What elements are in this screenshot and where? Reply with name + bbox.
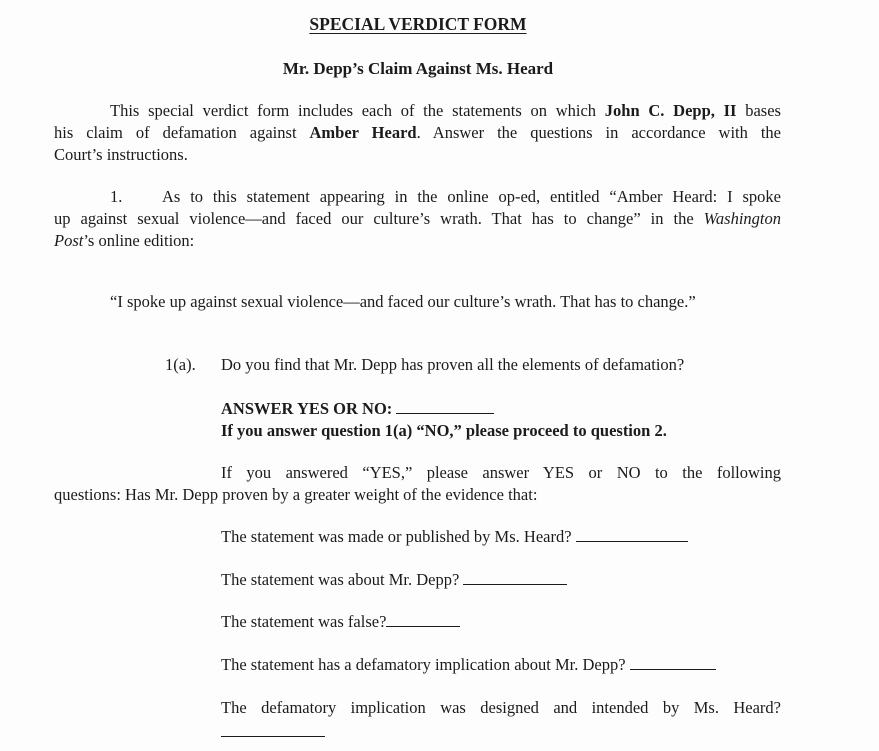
element-made-published: The statement was made or published by Ms. Heard? [221, 527, 688, 547]
publication-name: Washington [703, 209, 781, 228]
item1-line-2: up against sexual violence—and faced our culture’s wrath. That has to change” in the Washington [54, 209, 781, 228]
quoted-statement: “I spoke up against sexual violence—and faced our culture’s wrath. That has to change.” [110, 292, 696, 311]
element-5-blank[interactable] [221, 722, 325, 737]
answer-yes-no-row [221, 399, 494, 419]
form-subtitle: Mr. Depp’s Claim Against Ms. Heard [282, 59, 554, 78]
item1-line-3: Post’s online edition: [54, 231, 195, 250]
element-5-blank-row [221, 722, 325, 742]
element-designed-intended: The defamatory implication was designed and intended by Ms. Heard? [221, 698, 781, 717]
followup-line-1: If you answered “YES,” please answer YES or NO to the following [221, 463, 781, 482]
element-defamatory-implication: The statement has a defamatory implication about Mr. Depp? [221, 655, 716, 675]
intro-line-3: Court’s instructions. [54, 145, 188, 164]
item1-line-1: 1. As to this statement appearing in the online op-ed, entitled “Amber Heard: I spoke [110, 187, 781, 206]
answer-label: ANSWER YES OR NO: [221, 399, 393, 418]
intro-line-1: This special verdict form includes each of the statements on which John C. Depp, II bases [110, 101, 781, 120]
intro-line-2: his claim of defamation against Amber Heard. Answer the questions in accordance with the [54, 123, 781, 142]
element-1-blank[interactable] [576, 527, 688, 542]
q1a-question: Do you find that Mr. Depp has proven all the elements of defamation? [221, 355, 685, 374]
q1a-label: 1(a). [165, 355, 196, 374]
item1-number: 1. [110, 187, 123, 206]
element-false: The statement was false? [221, 612, 460, 632]
answer-blank[interactable] [396, 399, 494, 414]
q1a-instruction: If you answer question 1(a) “NO,” please proceed to question 2. [221, 421, 667, 440]
element-2-blank[interactable] [463, 570, 567, 585]
defendant-name: Amber Heard [309, 123, 417, 142]
element-3-blank[interactable] [386, 612, 460, 627]
plaintiff-name: John C. Depp, II [604, 101, 737, 120]
form-title: SPECIAL VERDICT FORM [309, 14, 527, 34]
followup-line-2: questions: Has Mr. Depp proven by a greater weight of the evidence that: [54, 485, 538, 504]
element-about-depp: The statement was about Mr. Depp? [221, 570, 567, 590]
element-4-blank[interactable] [630, 655, 716, 670]
